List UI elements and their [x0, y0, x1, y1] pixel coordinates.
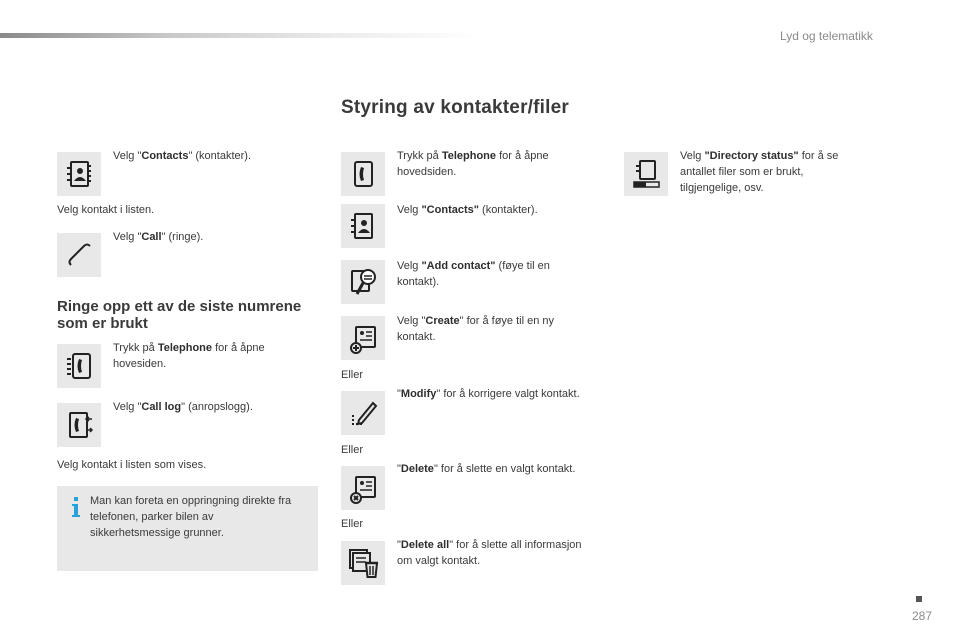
note-text: Man kan foreta en oppringning direkte fra telefonen, parker bilen av sikkerhetsmessige grunner. [90, 495, 292, 539]
add-contact-icon [341, 260, 385, 304]
call-log-icon [57, 403, 101, 447]
contacts-book-icon [57, 152, 101, 196]
info-icon [69, 496, 83, 518]
call-log-instruction: Velg "Call log" (anropslogg). [113, 401, 253, 413]
select-shown-text: Velg kontakt i listen som vises. [57, 459, 207, 471]
call-instruction: Velg "Call" (ringe). [113, 231, 204, 243]
mid-telephone-instruction: Trykk på Telephone for å åpne hovedsiden. [397, 150, 549, 178]
add-contact-instruction: Velg "Add contact" (føye til en kontakt). [397, 260, 550, 288]
mid-contacts-instruction: Velg "Contacts" (kontakter). [397, 204, 538, 216]
select-contact-text: Velg kontakt i listen. [57, 204, 155, 216]
modify-instruction: "Modify" for å korrigere valgt kontakt. [397, 388, 580, 400]
create-instruction: Velg "Create" for å føye til en ny kontakt. [397, 315, 555, 343]
section-subtitle: Ringe opp ett av de siste numrene som er brukt [57, 298, 302, 332]
telephone-instruction: Trykk på Telephone for å åpne hovesiden. [113, 342, 265, 370]
telephone-menu-icon [57, 344, 101, 388]
contacts-instruction: Velg "Contacts" (kontakter). [113, 150, 252, 162]
page-title: Styring av kontakter/filer [341, 97, 569, 118]
delete-instruction: "Delete" for å slette en valgt kontakt. [397, 463, 576, 475]
delete-all-instruction: "Delete all" for å slette all informasjon om valgt kontakt. [397, 539, 582, 567]
create-contact-icon [341, 316, 385, 360]
header-bar [0, 33, 480, 38]
or-text-2: Eller [341, 444, 364, 456]
delete-contact-icon [341, 466, 385, 510]
telephone-menu-icon [341, 152, 385, 196]
info-note [57, 486, 318, 571]
edit-pencil-icon [341, 391, 385, 435]
page-number: 287 [912, 609, 933, 623]
or-text-3: Eller [341, 518, 364, 530]
directory-status-icon [624, 152, 668, 196]
contacts-book-icon [341, 204, 385, 248]
section-header: Lyd og telematikk [780, 29, 873, 43]
page-marker [916, 596, 922, 602]
directory-status-instruction: Velg "Directory status" for å se antallet filer som er brukt, tilgjengelige, osv. [680, 150, 839, 194]
handset-icon [57, 233, 101, 277]
delete-all-icon [341, 541, 385, 585]
or-text-1: Eller [341, 369, 364, 381]
